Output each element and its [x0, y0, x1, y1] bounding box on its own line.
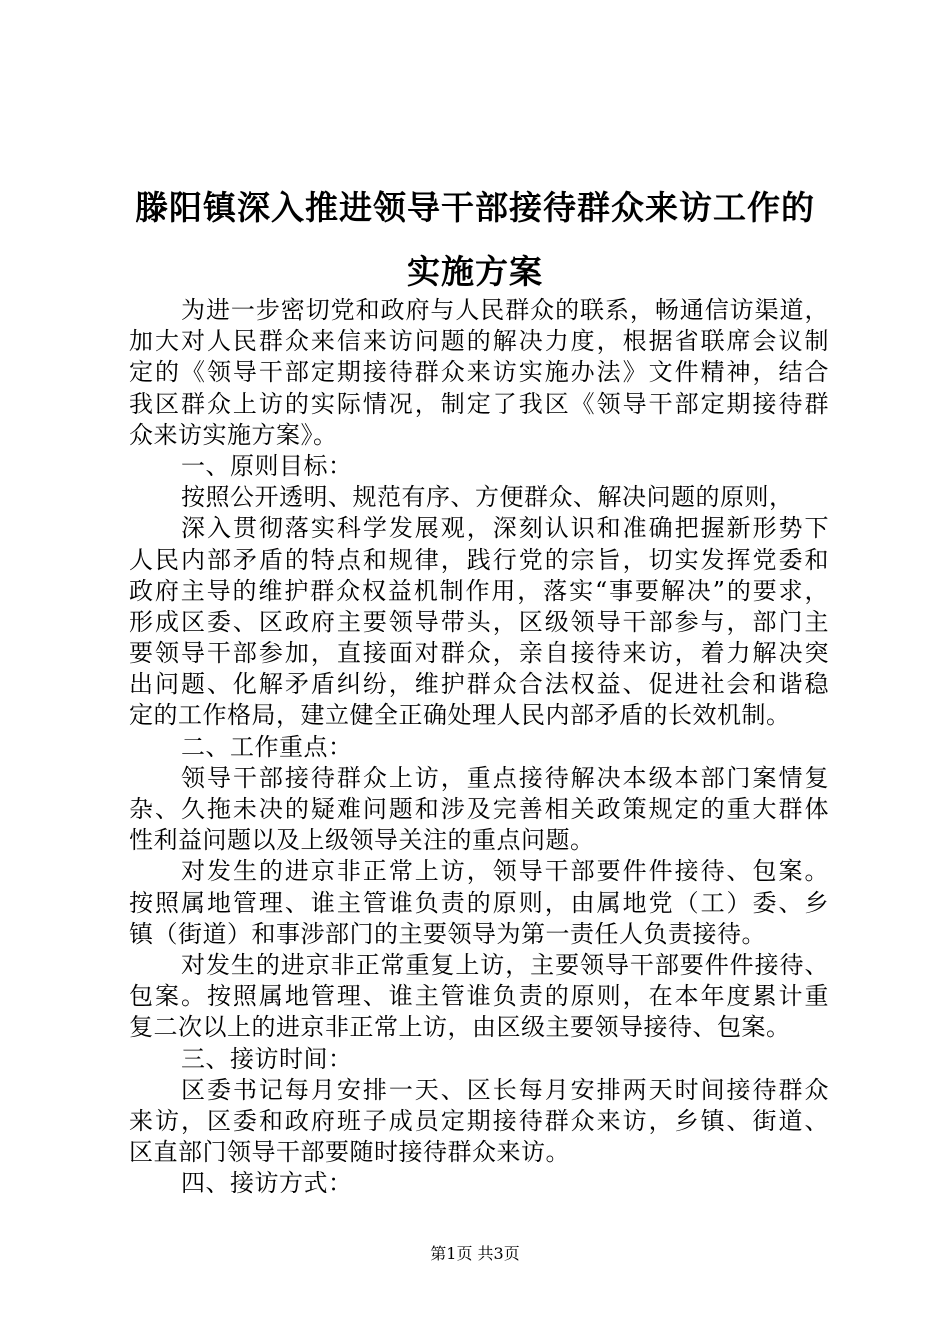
- body-line: 定的工作格局，建立健全正确处理人民内部矛盾的长效机制。: [129, 701, 791, 730]
- section-heading: 三、接访时间：: [181, 1044, 353, 1073]
- page-number-footer: 第1页 共3页: [430, 1244, 520, 1263]
- body-line: 加大对人民群众来信来访问题的解决力度，根据省联席会议制: [129, 327, 829, 356]
- body-line: 来访，区委和政府班子成员定期接待群众来访，乡镇、街道、: [129, 1106, 829, 1135]
- body-line: 出问题、化解矛盾纠纷，维护群众合法权益、促进社会和谐稳: [129, 670, 829, 699]
- document-body: [129, 295, 829, 1199]
- body-line: 区直部门领导干部要随时接待群众来访。: [129, 1138, 570, 1167]
- section-heading: 二、工作重点：: [181, 732, 353, 761]
- body-line: 众来访实施方案》。: [129, 420, 338, 449]
- body-line: 我区群众上访的实际情况，制定了我区《领导干部定期接待群: [129, 389, 829, 418]
- section-heading: 一、原则目标：: [181, 451, 353, 480]
- body-line: 形成区委、区政府主要领导带头，区级领导干部参与，部门主: [129, 607, 829, 636]
- body-line: 为进一步密切党和政府与人民群众的联系，畅通信访渠道，: [181, 296, 829, 324]
- body-line: 政府主导的维护群众权益机制作用，落实“事要解决”的要求，: [129, 576, 829, 605]
- body-line: 杂、久拖未决的疑难问题和涉及完善相关政策规定的重大群体: [129, 795, 829, 823]
- document-title-line-1: 滕阳镇深入推进领导干部接待群众来访工作的: [135, 188, 815, 227]
- body-line: 对发生的进京非正常重复上访，主要领导干部要件件接待、: [181, 950, 829, 979]
- body-line: 复二次以上的进京非正常上访，由区级主要领导接待、包案。: [129, 1013, 791, 1042]
- body-line: 按照属地管理、谁主管谁负责的原则，由属地党（工）委、乡: [129, 888, 829, 917]
- body-line: 区委书记每月安排一天、区长每月安排两天时间接待群众: [181, 1075, 829, 1104]
- section-heading: 四、接访方式：: [181, 1169, 353, 1198]
- body-line: 性利益问题以及上级领导关注的重点问题。: [129, 826, 595, 855]
- body-line: 定的《领导干部定期接待群众来访实施办法》文件精神，结合: [129, 358, 829, 387]
- body-line: 包案。按照属地管理、谁主管谁负责的原则，在本年度累计重: [129, 982, 829, 1011]
- body-line: 人民内部矛盾的特点和规律，践行党的宗旨，切实发挥党委和: [129, 545, 829, 574]
- body-line: 镇（街道）和事涉部门的主要领导为第一责任人负责接待。: [129, 919, 766, 948]
- body-line: 深入贯彻落实科学发展观，深刻认识和准确把握新形势下: [181, 514, 829, 543]
- body-line: 对发生的进京非正常上访，领导干部要件件接待、包案。: [181, 857, 829, 886]
- body-line: 要领导干部参加，直接面对群众，亲自接待来访，着力解决突: [129, 639, 829, 668]
- body-line: 领导干部接待群众上访，重点接待解决本级本部门案情复: [181, 763, 829, 792]
- document-title-line-2: 实施方案: [407, 252, 543, 291]
- body-line: 按照公开透明、规范有序、方便群众、解决问题的原则，: [181, 483, 794, 512]
